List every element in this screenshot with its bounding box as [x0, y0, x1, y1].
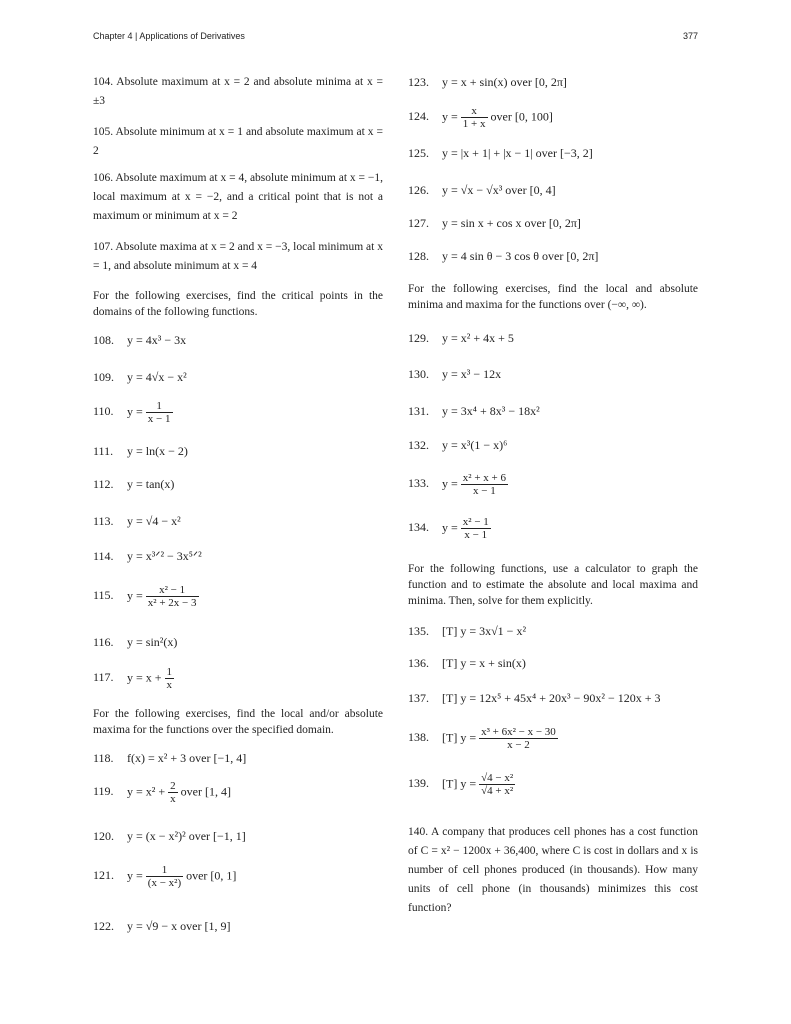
fraction [146, 584, 199, 609]
denominator: (x − x²) [147, 877, 182, 889]
problem-number: 128. [408, 249, 429, 263]
numerator: 1 [146, 864, 183, 877]
problem-expression: y = √x − √x³ over [0, 4] [442, 183, 556, 197]
problem-140 [408, 823, 698, 918]
problem-number: 118. [93, 751, 114, 765]
fraction [461, 472, 508, 497]
problem-number: 137. [408, 691, 429, 705]
problem-lhs: [T] y = [442, 776, 477, 791]
problem-expression: y = |x + 1| + |x − 1| over [−3, 2] [442, 146, 593, 160]
problem-number: 117. [93, 670, 114, 685]
fraction [479, 726, 558, 751]
problem-expression: y = x³(1 − x)⁶ [442, 438, 508, 452]
answer-107 [93, 238, 383, 276]
answer-number: 107. [93, 241, 114, 253]
denominator: x − 2 [507, 739, 530, 751]
problem-lhs: y = [442, 520, 458, 535]
problem-number: 113. [93, 514, 114, 528]
problem-110 [93, 400, 173, 425]
problem-117 [93, 666, 174, 691]
problem-domain: over [0, 100] [490, 109, 553, 124]
problem-expression: y = 4√x − x² [127, 370, 187, 384]
answer-number: 105. [93, 126, 114, 138]
problem-expression: y = √4 − x² [127, 514, 181, 528]
problem-number: 136. [408, 656, 429, 670]
problem-expression: y = ln(x − 2) [127, 444, 188, 458]
problem-139 [408, 772, 515, 797]
problem-number: 124. [408, 109, 429, 124]
instruction-critical-points: For the following exercises, find the critical points in the domains of the following functions. [93, 290, 383, 318]
problem-116 [93, 634, 177, 651]
problem-domain: over [0, 1] [186, 868, 237, 883]
numerator: 1 [146, 400, 173, 413]
answer-text: Absolute minimum at x = 1 and absolute maximum at x = 2 [93, 126, 383, 157]
fraction [461, 105, 488, 130]
problem-lhs: y = x² + [127, 784, 166, 799]
problem-lhs: y = [442, 109, 458, 124]
problem-expression: y = sin x + cos x over [0, 2π] [442, 216, 581, 230]
problem-132 [408, 437, 507, 454]
problem-number: 108. [93, 333, 114, 347]
problem-expression: [T] y = 3x√1 − x² [442, 624, 527, 638]
answer-text: Absolute maximum at x = 4, absolute minimum at x = −1, local maximum at x = −2, and a critical point that is not a maximum or minimum at x = 2 [93, 172, 384, 222]
denominator: x² + 2x − 3 [147, 597, 197, 609]
page-number: 377 [683, 31, 699, 41]
problem-129 [408, 330, 514, 347]
numerator: x² + x + 6 [462, 472, 506, 484]
fraction [168, 780, 178, 805]
problem-expression: [T] y = x + sin(x) [442, 656, 526, 670]
problem-expression: y = 4x³ − 3x [127, 333, 187, 347]
problem-number: 134. [408, 520, 429, 535]
problem-133 [408, 472, 508, 497]
instruction-local-abs-domain: For the following exercises, find the local and/or absolute maxima for the functions over the specified domain. [93, 708, 383, 736]
problem-138 [408, 726, 558, 751]
problem-109 [93, 369, 187, 386]
problem-137 [408, 690, 661, 707]
problem-128 [408, 248, 598, 265]
problem-expression: y = tan(x) [127, 477, 175, 491]
problem-expression: y = 4 sin θ − 3 cos θ over [0, 2π] [442, 249, 599, 263]
problem-text: A company that produces cell phones has a cost function of C = x² − 1200x + 36,400, where C is cost in dollars and x is number of cell phones produced (in thousands). How many units of cell phone (in thousands) minimizes this cost function? [408, 826, 698, 914]
problem-expression: y = x + sin(x) over [0, 2π] [442, 75, 567, 89]
problem-number: 123. [408, 75, 429, 89]
fraction [165, 666, 175, 691]
problem-130 [408, 366, 501, 383]
problem-131 [408, 403, 540, 420]
problem-number: 139. [408, 776, 429, 791]
chapter-title: Chapter 4 | Applications of Derivatives [93, 31, 245, 41]
numerator: x² − 1 [146, 584, 199, 597]
problem-lhs: [T] y = [442, 730, 477, 745]
problem-126 [408, 182, 556, 199]
problem-123 [408, 74, 567, 91]
denominator: x − 1 [473, 485, 496, 497]
problem-number: 112. [93, 477, 114, 491]
denominator: x − 1 [464, 529, 488, 541]
problem-expression: y = 3x⁴ + 8x³ − 18x² [442, 404, 540, 418]
problem-number: 110. [93, 404, 114, 419]
problem-number: 121. [93, 868, 114, 883]
problem-125 [408, 145, 593, 162]
problem-127 [408, 215, 581, 232]
problem-number: 115. [93, 588, 114, 603]
problem-112 [93, 476, 174, 493]
answer-text: Absolute maxima at x = 2 and x = −3, local minimum at x = 1, and absolute minimum at x = 4 [93, 241, 383, 272]
answer-106 [93, 169, 383, 226]
fraction [461, 516, 491, 541]
problem-108 [93, 332, 186, 349]
problem-expression: y = sin²(x) [127, 635, 178, 649]
denominator: x [170, 793, 176, 805]
problem-number: 140. [408, 826, 429, 838]
problem-number: 129. [408, 331, 429, 345]
problem-lhs: y = [127, 588, 143, 603]
problem-number: 122. [93, 919, 114, 933]
denominator: x [166, 679, 173, 691]
problem-122 [93, 918, 230, 935]
fraction [146, 400, 173, 425]
problem-lhs: y = [127, 404, 143, 419]
problem-domain: over [1, 4] [180, 784, 231, 799]
problem-119 [93, 780, 231, 805]
problem-expression: y = x² + 4x + 5 [442, 331, 514, 345]
answer-105 [93, 123, 383, 161]
problem-135 [408, 623, 526, 640]
problem-number: 116. [93, 635, 114, 649]
problem-expression: f(x) = x² + 3 over [−1, 4] [127, 751, 247, 765]
numerator: x [461, 105, 488, 118]
denominator: 1 + x [462, 118, 486, 130]
problem-number: 133. [408, 476, 429, 491]
numerator: √4 − x² [481, 772, 514, 784]
problem-number: 135. [408, 624, 429, 638]
answer-104 [93, 73, 383, 111]
problem-number: 109. [93, 370, 114, 384]
problem-number: 111. [93, 444, 114, 458]
numerator: x³ + 6x² − x − 30 [481, 726, 556, 738]
problem-number: 120. [93, 829, 114, 843]
instruction-local-abs-all: For the following exercises, find the local and absolute minima and maxima for the functions over (−∞, ∞). [408, 283, 698, 311]
problem-lhs: y = [127, 868, 143, 883]
fraction [479, 772, 515, 797]
numerator: 2 [170, 780, 176, 792]
problem-111 [93, 443, 188, 460]
answer-number: 104. [93, 76, 114, 88]
problem-124 [408, 105, 553, 130]
denominator: x − 1 [147, 413, 171, 425]
answer-text: Absolute maximum at x = 2 and absolute minima at x = ±3 [93, 76, 383, 107]
problem-expression: [T] y = 12x⁵ + 45x⁴ + 20x³ − 90x² − 120x + 3 [442, 691, 661, 705]
answer-number: 106. [93, 172, 114, 184]
problem-number: 125. [408, 146, 429, 160]
problem-lhs: y = [442, 476, 458, 491]
numerator: x² − 1 [462, 516, 489, 528]
problem-number: 119. [93, 784, 114, 799]
problem-number: 131. [408, 404, 429, 418]
problem-number: 127. [408, 216, 429, 230]
problem-lhs: y = x + [127, 670, 162, 685]
problem-number: 126. [408, 183, 429, 197]
problem-114 [93, 548, 202, 565]
problem-115 [93, 584, 199, 609]
denominator: √4 + x² [481, 785, 514, 797]
problem-expression: y = √9 − x over [1, 9] [127, 919, 231, 933]
problem-number: 138. [408, 730, 429, 745]
problem-134 [408, 516, 491, 541]
problem-number: 132. [408, 438, 429, 452]
instruction-calculator: For the following functions, use a calculator to graph the function and to estimate the absolute and local maxima and minima. Then, solve for them explicitly. [408, 563, 698, 607]
problem-118 [93, 750, 246, 767]
numerator: 1 [166, 666, 173, 678]
problem-number: 114. [93, 549, 114, 563]
problem-136 [408, 655, 526, 672]
problem-120 [93, 828, 246, 845]
fraction [146, 864, 183, 889]
problem-expression: y = x³ − 12x [442, 367, 502, 381]
problem-121 [93, 864, 236, 889]
problem-expression: y = (x − x²)² over [−1, 1] [127, 829, 246, 843]
problem-113 [93, 513, 181, 530]
problem-number: 130. [408, 367, 429, 381]
problem-expression: y = x³ᐟ² − 3x⁵ᐟ² [127, 549, 202, 563]
